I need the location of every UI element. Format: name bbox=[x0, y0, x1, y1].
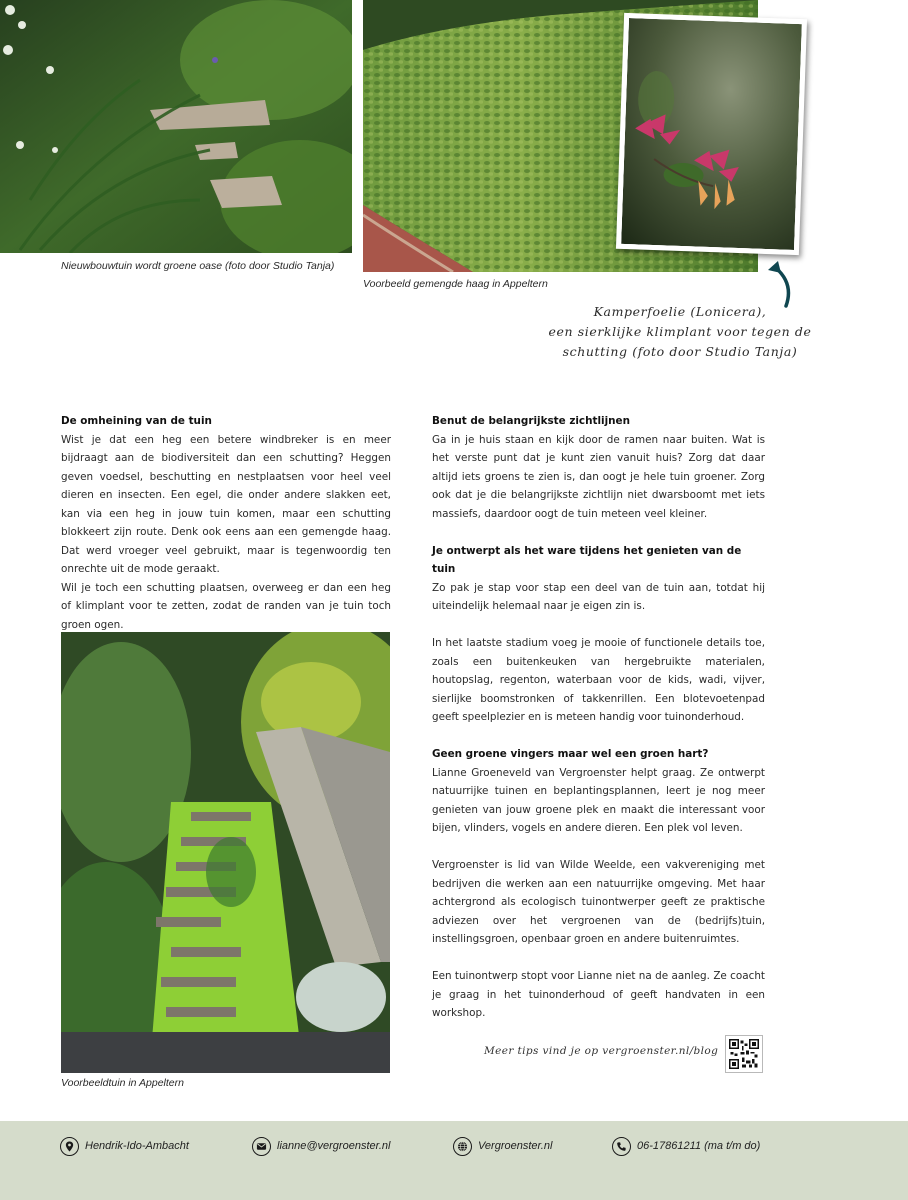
mail-icon bbox=[252, 1137, 271, 1156]
contact-website-label[interactable]: Vergroenster.nl bbox=[478, 1140, 553, 1152]
contact-email[interactable] bbox=[252, 1135, 391, 1157]
contact-footer bbox=[0, 1121, 908, 1200]
paragraph: In het laatste stadium voeg je mooie of functionele details toe, zoals een buitenkeuken van hergebruikte materialen, houtopslag, regenton, waterbaan voor de kids, wadi, vijver, sierlijke boomstronken of takkenrillen. Een blotevoetenpad geeft speelplezier en is meteen handig voor tuinonderhoud. bbox=[432, 637, 765, 723]
blog-link-note: Meer tips vind je op vergroenster.nl/blog bbox=[484, 1045, 719, 1057]
contact-location-label: Hendrik-Ido-Ambacht bbox=[85, 1140, 189, 1152]
path-photo bbox=[61, 632, 390, 1073]
article-left-column bbox=[61, 412, 391, 634]
paragraph: Zo pak je stap voor stap een deel van de tuin aan, totdat hij uiteindelijk helemaal naar je eigen zin is. bbox=[432, 581, 765, 612]
paragraph: Lianne Groeneveld van Vergroenster helpt graag. Ze ontwerpt natuurrijke tuinen en beplantingsplannen, leert je nog meer genieten van jouw groene plek en maakt die interessant voor bijen, vlinders, vogels en andere dieren. Een plek vol leven. bbox=[432, 766, 765, 834]
honeysuckle-note bbox=[530, 302, 830, 362]
qr-code-icon[interactable] bbox=[725, 1035, 763, 1073]
honeysuckle-note-line: Kamperfoelie (Lonicera), bbox=[593, 304, 767, 319]
garden-photo-image bbox=[0, 0, 352, 253]
garden-photo bbox=[0, 0, 352, 253]
globe-icon bbox=[453, 1137, 472, 1156]
section-heading: De omheining van de tuin bbox=[61, 415, 212, 427]
honeysuckle-note-line: een sierklijke klimplant voor tegen de bbox=[548, 324, 812, 339]
location-pin-icon bbox=[60, 1137, 79, 1156]
phone-icon bbox=[612, 1137, 631, 1156]
contact-location bbox=[60, 1135, 189, 1157]
honeysuckle-photo-image bbox=[621, 18, 802, 250]
paragraph: Een tuinontwerp stopt voor Lianne niet na de aanleg. Ze coacht je graag in het tuinonderhoud of geeft handvaten in een workshop. bbox=[432, 970, 765, 1019]
section-heading: Geen groene vingers maar wel een groen hart? bbox=[432, 748, 709, 760]
contact-phone[interactable] bbox=[612, 1135, 760, 1157]
contact-phone-label[interactable]: 06-17861211 (ma t/m do) bbox=[637, 1140, 761, 1152]
contact-website[interactable] bbox=[453, 1135, 552, 1157]
paragraph: Wil je toch een schutting plaatsen, overweeg er dan een heg of klimplant voor te zetten, zodat de randen van je tuin toch groen ogen. bbox=[61, 581, 391, 631]
garden-photo-caption: Nieuwbouwtuin wordt groene oase (foto door Studio Tanja) bbox=[61, 260, 335, 272]
path-photo-caption: Voorbeeldtuin in Appeltern bbox=[61, 1077, 184, 1089]
paragraph: Vergroenster is lid van Wilde Weelde, een vakvereniging met bedrijven die werken aan een natuurrijke omgeving. Met haar achtergrond als ecologisch tuinontwerper geeft ze praktische adviezen over het vergroenen van de (bedrijfs)tuin, instellingsgroen, openbaar groen en andere buitenruimtes. bbox=[432, 859, 765, 945]
honeysuckle-photo bbox=[616, 13, 807, 255]
honeysuckle-note-line: schutting (foto door Studio Tanja) bbox=[562, 344, 798, 359]
contact-email-label[interactable]: lianne@vergroenster.nl bbox=[277, 1140, 391, 1152]
path-photo-image bbox=[61, 632, 390, 1073]
paragraph: Ga in je huis staan en kijk door de ramen naar buiten. Wat is het verste punt dat je kunt zien vanuit huis? Zorg dat daar altijd iets groens te zien is, dan oogt je hele tuin groener. Zorg ook dat je die belangrijkste zichtlijn niet dwarsboomt met iets massiefs, daardoor oogt de tuin meteen veel kleiner. bbox=[432, 433, 765, 520]
article-right-column bbox=[432, 412, 765, 1023]
section-heading: Je ontwerpt als het ware tijdens het genieten van de tuin bbox=[432, 544, 742, 575]
section-heading: Benut de belangrijkste zichtlijnen bbox=[432, 415, 630, 427]
paragraph: Wist je dat een heg een betere windbreker is en meer bijdraagt aan de biodiversiteit dan een schutting? Heggen geven voedsel, beschutting en nestplaatsen voor heel veel dieren en insecten. Een egel, die onder andere slakken eet, kan via een heg in jouw tuin komen, maar een schutting blokkeert zijn route. Denk ook eens aan een gemengde haag. Dat werd vroeger veel gebruikt, maar is tegenwoordig ten onrechte uit de mode geraakt. bbox=[61, 433, 391, 575]
hedge-photo-caption: Voorbeeld gemengde haag in Appeltern bbox=[363, 278, 548, 290]
